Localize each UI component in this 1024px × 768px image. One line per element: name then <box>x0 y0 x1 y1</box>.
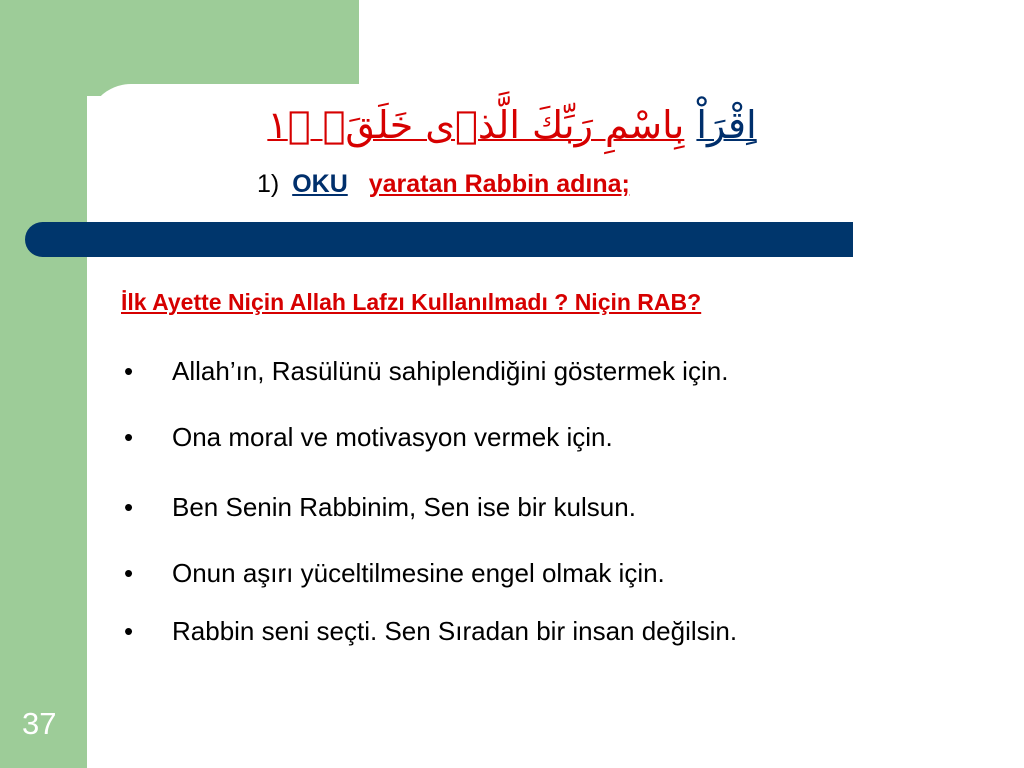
title-divider-bar <box>25 222 853 257</box>
bullet-item <box>124 356 728 387</box>
verse-number: 1) <box>257 170 280 198</box>
translation-rest: yaratan Rabbin adına; <box>368 170 630 198</box>
bullet-item <box>124 616 737 647</box>
bullet-text: Ben Senin Rabbinim, Sen ise bir kulsun. <box>172 492 636 522</box>
arabic-verse <box>262 103 762 147</box>
bullet-dot: • <box>124 356 134 386</box>
arabic-verse-rest: بِاسْمِ رَبِّكَ الَّذ۪ى خَلَقَۚ ﴿١ <box>267 103 685 147</box>
left-green-band <box>0 0 87 768</box>
verse-translation <box>257 170 630 199</box>
slide-number: 37 <box>22 706 57 741</box>
bullet-dot: • <box>124 492 134 522</box>
bullet-text: Rabbin seni seçti. Sen Sıradan bir insan değilsin. <box>172 616 738 646</box>
arabic-first-word: اِقْرَاْ <box>696 103 757 147</box>
bullet-dot: • <box>124 616 134 646</box>
bullet-dot: • <box>124 422 134 452</box>
bullet-text: Onun aşırı yüceltilmesine engel olmak için. <box>172 558 665 588</box>
bullet-text: Ona moral ve motivasyon vermek için. <box>172 422 613 452</box>
translation-oku: OKU <box>292 170 348 198</box>
top-green-band <box>0 0 359 96</box>
bullet-text: Allah’ın, Rasülünü sahiplendiğini göstermek için. <box>172 356 729 386</box>
bullet-item <box>124 558 665 589</box>
bullet-dot: • <box>124 558 134 588</box>
bullet-item <box>124 492 636 523</box>
question-heading: İlk Ayette Niçin Allah Lafzı Kullanılmadı ? Niçin RAB? <box>121 289 702 315</box>
bullet-item <box>124 422 613 453</box>
